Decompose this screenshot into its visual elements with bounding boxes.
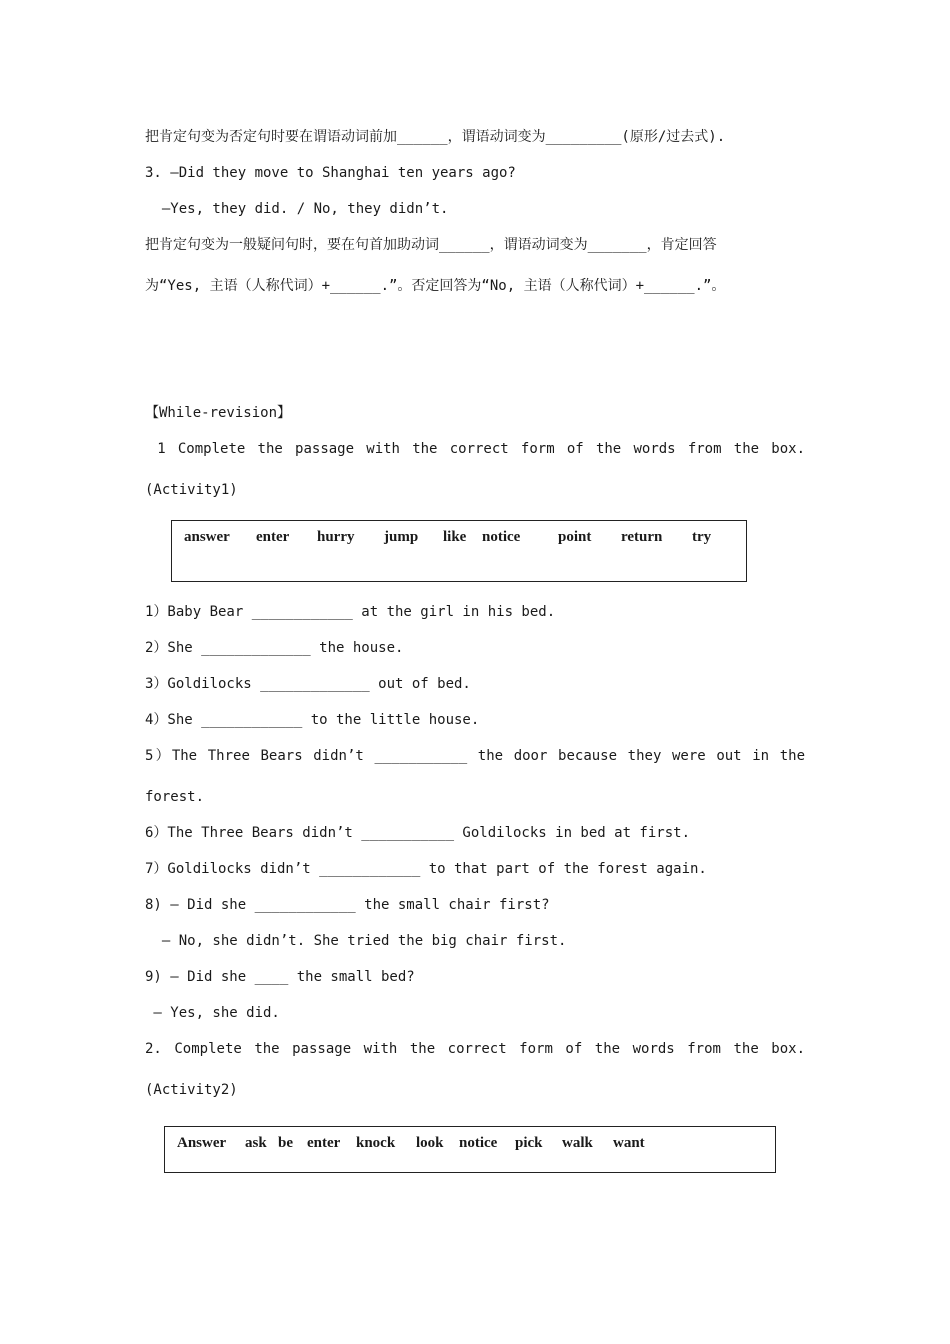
- activity2-word-box: [164, 1126, 776, 1173]
- word-box-word: enter: [256, 529, 290, 545]
- grammar-example-answers: —Yes, they did. / No, they didn’t.: [145, 201, 449, 217]
- word-box-word: jump: [384, 529, 419, 545]
- word-box-word: notice: [459, 1135, 498, 1151]
- exercise-item: 3）Goldilocks _____________ out of bed.: [145, 676, 471, 692]
- word-box-word: notice: [482, 529, 521, 545]
- exercise-answer: — Yes, she did.: [145, 1005, 280, 1021]
- word-box-word: return: [621, 529, 663, 545]
- grammar-note-short-answers: 为“Yes, 主语（人称代词）+______.”。否定回答为“No, 主语（人称代词）+______.”。: [145, 278, 726, 294]
- exercise-item: 9) — Did she ____ the small bed?: [145, 969, 415, 985]
- word-box-word: knock: [356, 1135, 396, 1151]
- word-box-word: walk: [562, 1135, 593, 1151]
- exercise-item: 1）Baby Bear ____________ at the girl in his bed.: [145, 604, 556, 620]
- exercise-item: 4）She ____________ to the little house.: [145, 712, 480, 728]
- word-box-word: ask: [245, 1135, 267, 1151]
- grammar-note-question: 把肯定句变为一般疑问句时，要在句首加助动词______，谓语动词变为_______，肯定回答: [145, 237, 717, 253]
- word-box-word: be: [278, 1135, 293, 1151]
- activity1-instruction: 1 Complete the passage with the correct form of the words from the box.: [145, 441, 805, 457]
- grammar-note-negative: 把肯定句变为否定句时要在谓语动词前加______，谓语动词变为_________(原形/过去式).: [145, 129, 726, 145]
- exercise-item: 5）The Three Bears didn’t ___________ the door because they were out in the: [145, 748, 805, 764]
- word-box-word: look: [416, 1135, 444, 1151]
- word-box-word: want: [613, 1135, 645, 1151]
- word-box-word: enter: [307, 1135, 341, 1151]
- exercise-item: 6）The Three Bears didn’t ___________ Goldilocks in bed at first.: [145, 825, 691, 841]
- word-box-word: point: [558, 529, 592, 545]
- word-box-word: hurry: [317, 529, 355, 545]
- word-box-word: try: [692, 529, 712, 545]
- word-box-word: pick: [515, 1135, 543, 1151]
- section-title: 【While-revision】: [145, 405, 292, 421]
- activity1-word-box: [171, 520, 747, 582]
- exercise-answer: — No, she didn’t. She tried the big chair first.: [145, 933, 567, 949]
- exercise-item-continuation: forest.: [145, 789, 205, 805]
- activity1-tag: (Activity1): [145, 482, 238, 498]
- activity2-instruction: 2. Complete the passage with the correct form of the words from the box.: [145, 1041, 805, 1057]
- word-box-word: Answer: [177, 1135, 227, 1151]
- exercise-item: 2）She _____________ the house.: [145, 640, 404, 656]
- grammar-example-question: 3. —Did they move to Shanghai ten years ago?: [145, 165, 516, 181]
- word-box-word: answer: [184, 529, 230, 545]
- exercise-item: 7）Goldilocks didn’t ____________ to that part of the forest again.: [145, 861, 707, 877]
- exercise-item: 8) — Did she ____________ the small chair first?: [145, 897, 550, 913]
- activity2-tag: (Activity2): [145, 1082, 238, 1098]
- word-box-word: like: [443, 529, 467, 545]
